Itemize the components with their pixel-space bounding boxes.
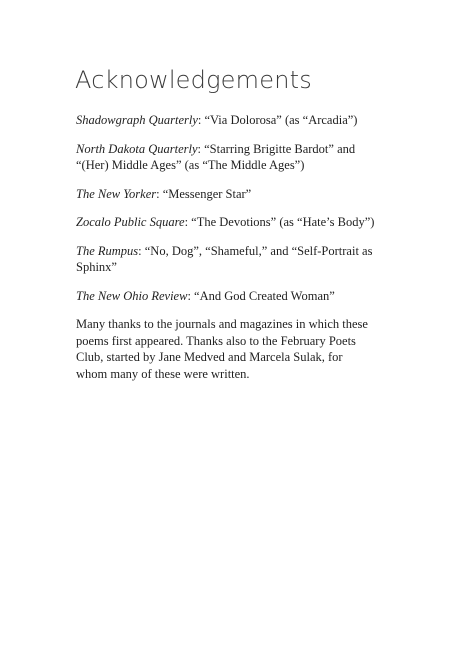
acknowledgement-entry — [76, 243, 376, 276]
entry-text: : “Via Dolorosa” (as “Arcadia”) — [197, 113, 358, 127]
journal-name: Zocalo Public Square — [76, 215, 185, 229]
journal-name: North Dakota Quarterly — [76, 141, 198, 156]
acknowledgement-entry — [76, 214, 376, 231]
journal-name: The Rumpus — [76, 243, 139, 258]
page-title: Acknowledgements — [75, 66, 312, 94]
acknowledgement-entry — [76, 186, 376, 203]
acknowledgement-entry — [76, 288, 376, 305]
acknowledgement-entry — [76, 141, 376, 174]
acknowledgements-body — [76, 112, 376, 382]
closing-paragraph: Many thanks to the journals and magazines in which these poems first appeared. Thanks also to the February Poets Club, started by Jane Medved and Marcela Sulak, for whom many of these were written. — [76, 317, 368, 381]
entry-text: : “Messenger Star” — [156, 186, 252, 201]
journal-name: Shadowgraph Quarterly — [76, 113, 198, 127]
journal-name: The New Yorker — [76, 186, 157, 201]
journal-name: The New Ohio Review — [76, 288, 188, 303]
acknowledgement-entry — [76, 112, 376, 129]
entry-text: : “The Devotions” (as “Hate’s Body”) — [184, 215, 375, 229]
entry-text: : “And God Created Woman” — [187, 288, 335, 303]
entry-text: : “No, Dog”, “Shameful,” and “Self-Portrait as Sphinx” — [76, 243, 373, 274]
entry-text: : “Starring Brigitte Bardot” and “(Her) Middle Ages” (as “The Middle Ages”) — [76, 141, 356, 172]
